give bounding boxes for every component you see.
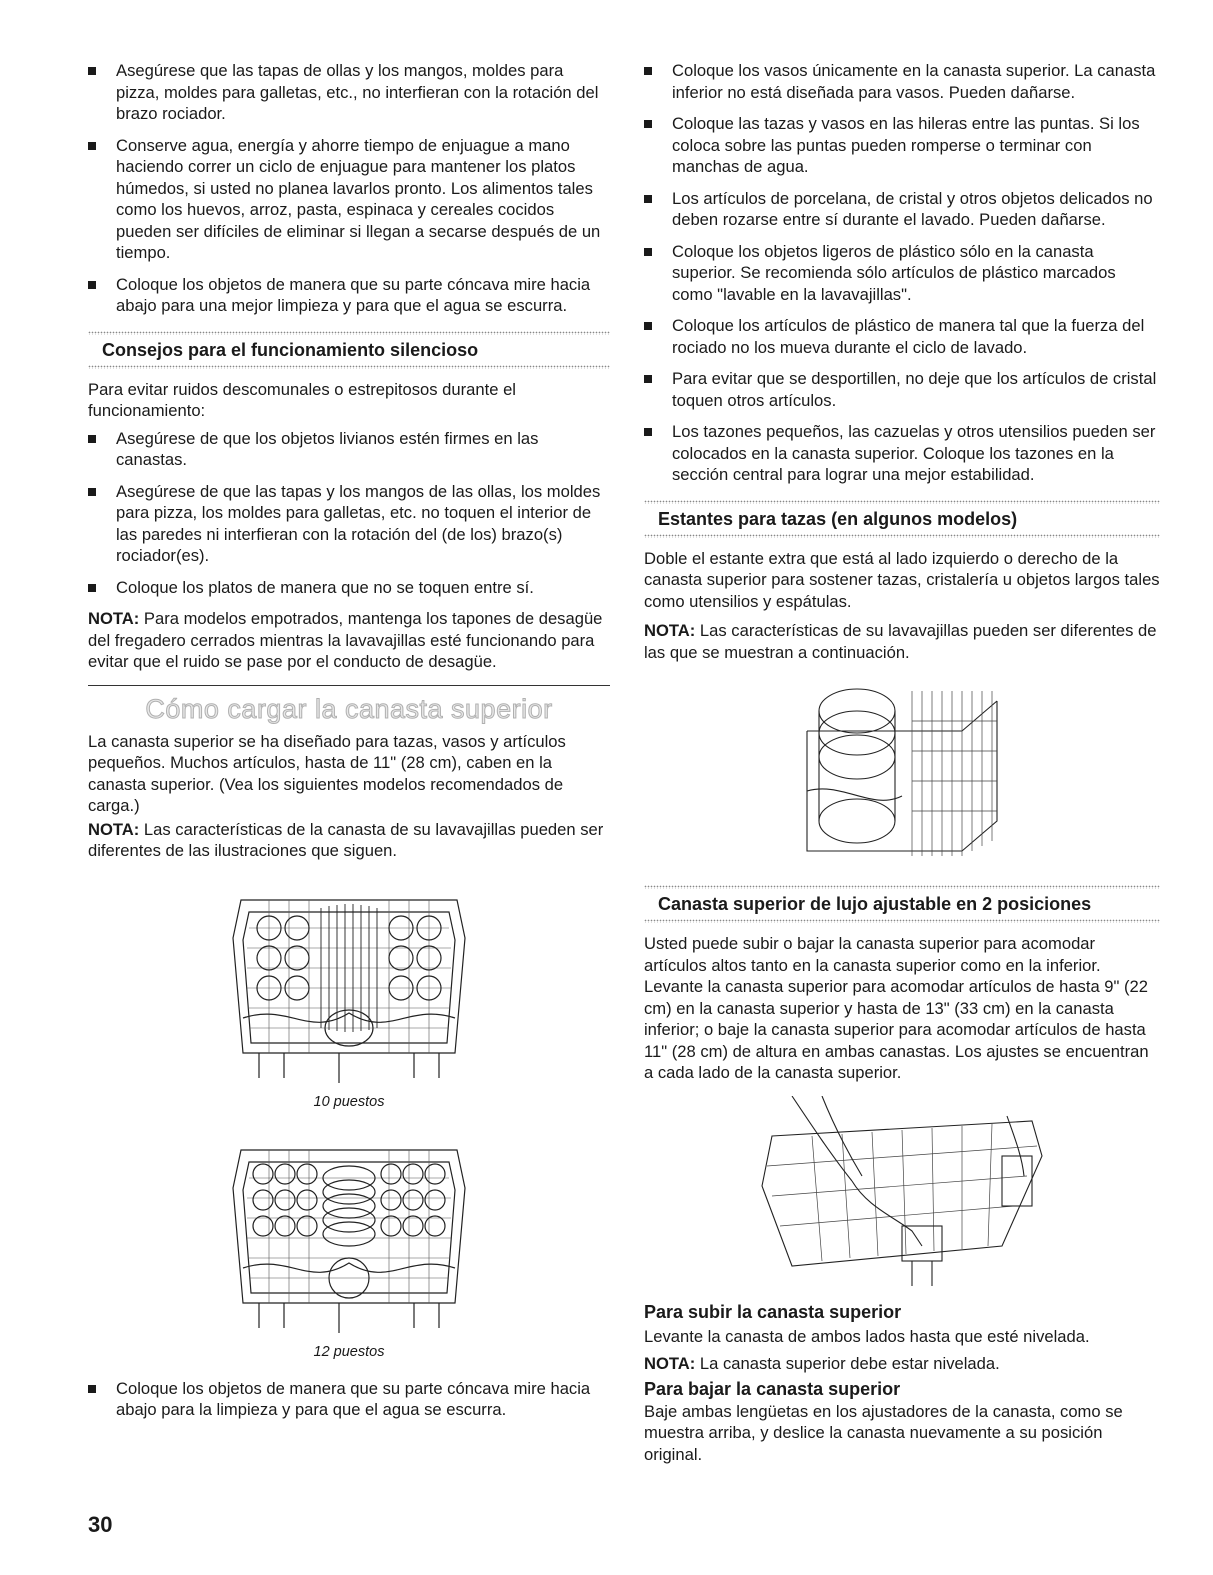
quiet-note: NOTA: Para modelos empotrados, mantenga los tapones de desagüe del fregadero cerrados mientras la lavavajillas esté funcionando para evitar que el ruido se pase por el conducto de desagüe. [88, 609, 603, 671]
bullet-square-icon [88, 1385, 96, 1393]
page-number: 30 [88, 1512, 113, 1537]
shelves-heading-block [644, 500, 1160, 538]
bullet-square-icon [88, 67, 96, 75]
adjust-heading-block [644, 885, 1160, 923]
bullet-square-icon [88, 488, 96, 496]
cup-shelf-illustration [802, 671, 1002, 871]
dotted-divider [88, 365, 610, 369]
list-item: Coloque los artículos de plástico de manera tal que la fuerza del rociado no los mueva durante el ciclo de lavado. [644, 315, 1160, 358]
list-item: Coloque los objetos de manera que su parte cóncava mire hacia abajo para la limpieza y para que el agua se escurra. [88, 1378, 610, 1421]
rack-10-place-illustration [229, 878, 469, 1088]
caption-10-place: 10 puestos [313, 1093, 385, 1110]
bullet-square-icon [644, 67, 652, 75]
adjust-text: Usted puede subir o bajar la canasta superior para acomodar artículos altos tanto en la canasta superior como en la inferior. Levante la canasta superior para acomodar artículos de hasta 9" (22 cm) en la canasta superior y hasta de 13" (33 cm) en la canasta inferior; o baje la canasta superior para acomodar artículos de hasta 11" (28 cm) de altura en ambas canastas. Los ajustes se encuentran a cada lado de la canasta superior. [644, 934, 1149, 1082]
raise-text: Levante la canasta de ambos lados hasta que esté nivelada. [644, 1326, 1090, 1346]
list-item: Para evitar que se desportillen, no deje que los artículos de cristal toquen otros artículos. [644, 368, 1160, 411]
shelves-heading: Estantes para tazas (en algunos modelos) [658, 508, 1018, 529]
quiet-intro: Para evitar ruidos descomunales o estrepitosos durante el funcionamiento: [88, 379, 516, 420]
quiet-heading: Consejos para el funcionamiento silencioso [102, 339, 479, 360]
section-intro: La canasta superior se ha diseñado para tazas, vasos y artículos pequeños. Muchos artículos, hasta de 11" (28 cm), caben en la canasta superior. (Vea los siguientes modelos recomendados de carga.) [88, 731, 566, 815]
dotted-divider [644, 534, 1160, 538]
quiet-bullet-list [88, 428, 610, 599]
list-item: Asegúrese de que las tapas y los mangos de las ollas, los moldes para pizza, los moldes para galletas, etc. no toquen el interior de las paredes ni interfieran con la rotación del (de los) brazo(s) rociador(es). [88, 481, 610, 567]
bullet-square-icon [88, 584, 96, 592]
raise-note: NOTA: La canasta superior debe estar nivelada. [644, 1354, 1000, 1373]
list-item: Los tazones pequeños, las cazuelas y otros utensilios pueden ser colocados en la canasta superior. Coloque los tazones en la sección central para lograr una mejor estabilidad. [644, 421, 1160, 486]
caption-12-place: 12 puestos [313, 1343, 385, 1360]
section-note: NOTA: Las características de la canasta de su lavavajillas pueden ser diferentes de las ilustraciones que siguen. [88, 819, 604, 860]
lower-heading: Para bajar la canasta superior [644, 1378, 901, 1399]
list-item: Coloque las tazas y vasos en las hileras entre las puntas. Si los coloca sobre las puntas pueden romperse o terminar con manchas de agua. [644, 113, 1160, 178]
adjust-heading: Canasta superior de lujo ajustable en 2 posiciones [658, 894, 1092, 914]
list-item: Asegúrese que las tapas de ollas y los mangos, moldes para pizza, moldes para galletas, etc., no interfieran con la rotación del brazo rociador. [88, 60, 610, 125]
list-item: Los artículos de porcelana, de cristal y otros objetos delicados no deben rozarse entre sí durante el lavado. Pueden dañarse. [644, 188, 1160, 231]
bullet-square-icon [644, 428, 652, 436]
quiet-heading-block [88, 331, 610, 369]
list-item: Conserve agua, energía y ahorre tiempo de enjuague a mano haciendo correr un ciclo de enjuague para mantener los platos húmedos, si usted no planea lavarlos pronto. Los alimentos tales como los huevos, arroz, pasta, espinaca y cereales cocidos pueden ser difíciles de eliminar si llegan a secarse después de un tiempo. [88, 135, 610, 264]
bullet-square-icon [644, 375, 652, 383]
bullet-square-icon [88, 142, 96, 150]
section-title: Cómo cargar la canasta superior [145, 693, 553, 724]
shelves-text: Doble el estante extra que está al lado izquierdo o derecho de la canasta superior para sostener tazas, cristalería u objetos largos tales como utensilios y espátulas. [644, 548, 1160, 611]
dotted-divider [644, 919, 1160, 923]
bullet-square-icon [88, 281, 96, 289]
top-bullet-list [88, 60, 610, 317]
bullet-square-icon [644, 195, 652, 203]
bullet-square-icon [644, 248, 652, 256]
shelves-note: NOTA: Las características de su lavavajillas pueden ser diferentes de las que se muestran a continuación. [644, 621, 1157, 662]
section-rule [88, 685, 610, 686]
adjust-rack-illustration [752, 1096, 1052, 1286]
raise-heading: Para subir la canasta superior [644, 1301, 902, 1322]
list-item: Asegúrese de que los objetos livianos estén firmes en las canastas. [88, 428, 610, 471]
list-item: Coloque los objetos ligeros de plástico sólo en la canasta superior. Se recomienda sólo artículos de plástico marcados como "lavable en la lavavajillas". [644, 241, 1160, 306]
left-column [88, 60, 610, 1431]
bullet-square-icon [88, 435, 96, 443]
bullet-square-icon [644, 322, 652, 330]
bullet-square-icon [644, 120, 652, 128]
list-item: Coloque los vasos únicamente en la canasta superior. La canasta inferior no está diseñada para vasos. Pueden dañarse. [644, 60, 1160, 103]
lower-text: Baje ambas lengüetas en los ajustadores de la canasta, como se muestra arriba, y deslice la canasta nuevamente a su posición original. [644, 1401, 1123, 1464]
right-bullet-list [644, 60, 1160, 486]
list-item: Coloque los objetos de manera que su parte cóncava mire hacia abajo para una mejor limpieza y para que el agua se escurra. [88, 274, 610, 317]
rack-12-place-illustration [229, 1128, 469, 1338]
bottom-bullet-list [88, 1378, 610, 1421]
list-item: Coloque los platos de manera que no se toquen entre sí. [88, 577, 610, 599]
right-column [644, 60, 1160, 1465]
